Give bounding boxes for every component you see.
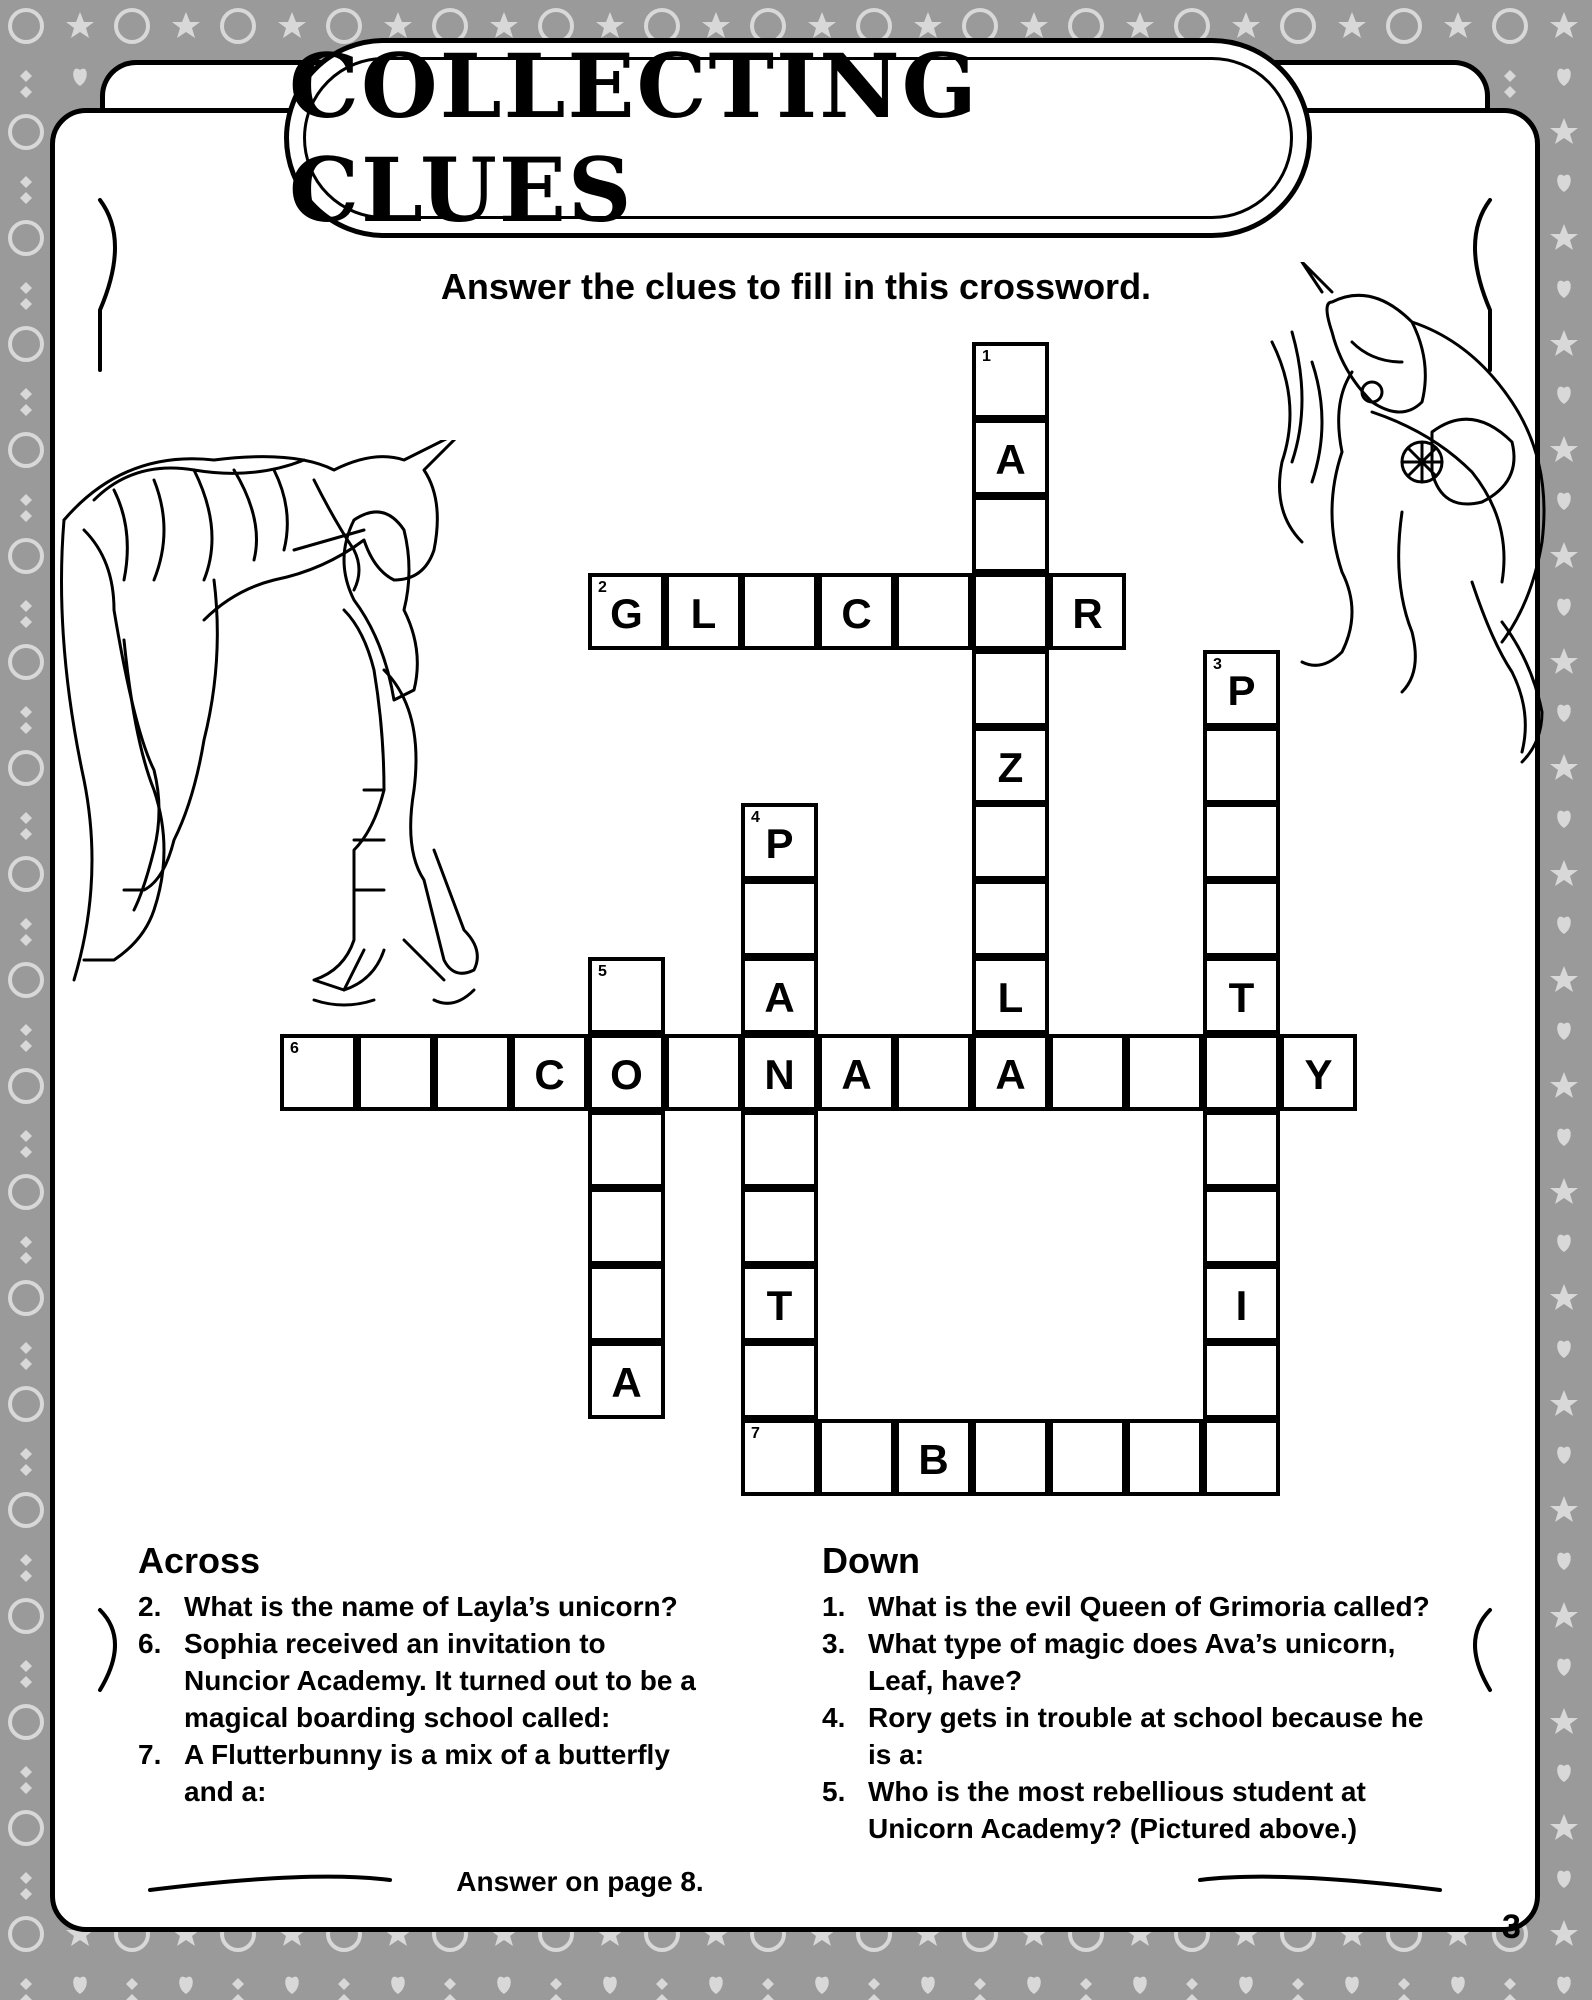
crossword-cell[interactable] — [357, 1034, 434, 1111]
crossword-cell[interactable] — [1203, 1419, 1280, 1496]
cell-letter: A — [995, 1050, 1026, 1098]
crossword-cell[interactable] — [972, 957, 1049, 1034]
crossword-cell[interactable] — [665, 1034, 742, 1111]
crossword-cell[interactable] — [1203, 803, 1280, 880]
crossword-cell[interactable] — [1203, 727, 1280, 804]
crossword-cell[interactable] — [972, 342, 1049, 419]
crossword-cell[interactable] — [741, 1034, 818, 1111]
clue-number-label: 6 — [290, 1040, 299, 1057]
clue-number: 4. — [822, 1702, 846, 1733]
cell-letter: L — [690, 589, 717, 637]
crossword-cell[interactable] — [1203, 1188, 1280, 1265]
clue-text: Rory gets in trouble at school because he is a: — [868, 1702, 1424, 1770]
crossword-cell[interactable] — [895, 1034, 972, 1111]
clue-text: A Flutterbunny is a mix of a butterfly and a: — [184, 1739, 670, 1807]
cell-letter: B — [918, 1435, 949, 1483]
page-title: COLLECTING CLUES — [289, 34, 979, 242]
crossword-cell[interactable] — [588, 957, 665, 1034]
down-heading: Down — [822, 1540, 920, 1581]
crossword-cell[interactable] — [741, 573, 818, 650]
crossword-cell[interactable] — [588, 573, 665, 650]
clue-text: What is the evil Queen of Grimoria called? — [868, 1591, 1430, 1622]
cell-letter: Z — [997, 743, 1024, 791]
cell-letter: C — [534, 1050, 565, 1098]
crossword-cell[interactable] — [972, 803, 1049, 880]
crossword-cell[interactable] — [741, 1111, 818, 1188]
crossword-cell[interactable] — [741, 1342, 818, 1419]
crossword-cell[interactable] — [972, 880, 1049, 957]
crossword-cell[interactable] — [434, 1034, 511, 1111]
clue-number-label: 4 — [751, 809, 760, 826]
across-clue-6 — [138, 1625, 738, 1736]
crossword-cell[interactable] — [1049, 1034, 1126, 1111]
crossword-cell[interactable] — [588, 1342, 665, 1419]
crossword-cell[interactable] — [1203, 1265, 1280, 1342]
across-clue-2 — [138, 1588, 738, 1625]
cell-letter: A — [841, 1050, 872, 1098]
cell-letter: Y — [1304, 1050, 1333, 1098]
answer-note: Answer on page 8. — [456, 1866, 704, 1897]
cell-letter: N — [764, 1050, 795, 1098]
crossword-cell[interactable] — [280, 1034, 357, 1111]
crossword-cell[interactable] — [1203, 650, 1280, 727]
clue-text: Sophia received an invitation to Nuncior Academy. It turned out to be a magical boarding school called: — [184, 1628, 696, 1733]
down-clue-3 — [822, 1625, 1482, 1699]
clue-text: What type of magic does Ava’s unicorn, Leaf, have? — [868, 1628, 1396, 1696]
down-clue-5 — [822, 1773, 1482, 1847]
cell-letter: T — [766, 1281, 793, 1329]
crossword-cell[interactable] — [1203, 1111, 1280, 1188]
across-clues — [138, 1540, 738, 1810]
cell-letter: O — [610, 1050, 643, 1098]
crossword-cell[interactable] — [972, 650, 1049, 727]
clue-number-label: 7 — [751, 1425, 760, 1442]
cell-letter: A — [995, 435, 1026, 483]
crossword-cell[interactable] — [741, 1188, 818, 1265]
clue-number: 2. — [138, 1591, 162, 1622]
crossword-cell[interactable] — [1126, 1419, 1203, 1496]
cell-letter: P — [765, 819, 794, 867]
crossword-cell[interactable] — [895, 1419, 972, 1496]
crossword-cell[interactable] — [818, 1419, 895, 1496]
crossword-cell[interactable] — [1203, 1342, 1280, 1419]
cell-letter: I — [1235, 1281, 1248, 1329]
crossword-cell[interactable] — [741, 1265, 818, 1342]
crossword-cell[interactable] — [741, 957, 818, 1034]
clue-number-label: 3 — [1213, 656, 1222, 673]
clue-number: 3. — [822, 1628, 846, 1659]
cell-letter: P — [1227, 666, 1256, 714]
down-clues — [822, 1540, 1482, 1847]
cell-letter: L — [997, 973, 1024, 1021]
instructions-text: Answer the clues to fill in this crossword. — [440, 266, 1152, 307]
down-clue-4 — [822, 1699, 1482, 1773]
crossword-cell[interactable] — [1049, 1419, 1126, 1496]
clue-number: 6. — [138, 1628, 162, 1659]
cell-letter: R — [1072, 589, 1103, 637]
cell-letter: G — [610, 589, 643, 637]
crossword-cell[interactable] — [895, 573, 972, 650]
crossword-cell[interactable] — [588, 1188, 665, 1265]
clue-number-label: 5 — [598, 963, 607, 980]
crossword-cell[interactable] — [741, 880, 818, 957]
crossword-cell[interactable] — [665, 573, 742, 650]
crossword-cell[interactable] — [588, 1034, 665, 1111]
crossword-cell[interactable] — [1203, 880, 1280, 957]
crossword-cell[interactable] — [1203, 1034, 1280, 1111]
crossword-cell[interactable] — [972, 727, 1049, 804]
crossword-cell[interactable] — [972, 1034, 1049, 1111]
crossword-cell[interactable] — [818, 573, 895, 650]
down-clue-1 — [822, 1588, 1482, 1625]
clue-number-label: 1 — [982, 348, 991, 365]
cell-letter: A — [764, 973, 795, 1021]
crossword-cell[interactable] — [972, 573, 1049, 650]
across-heading: Across — [138, 1540, 261, 1581]
clue-number: 5. — [822, 1776, 846, 1807]
crossword-cell[interactable] — [972, 496, 1049, 573]
crossword-cell[interactable] — [588, 1265, 665, 1342]
cell-letter: T — [1228, 973, 1255, 1021]
crossword-cell[interactable] — [588, 1111, 665, 1188]
crossword-cell[interactable] — [1126, 1034, 1203, 1111]
crossword-cell[interactable] — [511, 1034, 588, 1111]
crossword-cell[interactable] — [972, 419, 1049, 496]
cell-letter: C — [841, 589, 872, 637]
crossword-cell[interactable] — [741, 1419, 818, 1496]
clue-number: 7. — [138, 1739, 162, 1770]
crossword-cell[interactable] — [972, 1419, 1049, 1496]
crossword-cell[interactable] — [1049, 573, 1126, 650]
clue-number-label: 2 — [598, 579, 607, 596]
crossword-cell[interactable] — [741, 803, 818, 880]
crossword-cell[interactable] — [1280, 1034, 1357, 1111]
clue-text: Who is the most rebellious student at Unicorn Academy? (Pictured above.) — [868, 1776, 1366, 1844]
cell-letter: A — [611, 1358, 642, 1406]
page-number: 3 — [1502, 1908, 1521, 1946]
across-clue-7 — [138, 1736, 738, 1810]
crossword-cell[interactable] — [818, 1034, 895, 1111]
crossword-cell[interactable] — [1203, 957, 1280, 1034]
clue-number: 1. — [822, 1591, 846, 1622]
clue-text: What is the name of Layla’s unicorn? — [184, 1591, 678, 1622]
